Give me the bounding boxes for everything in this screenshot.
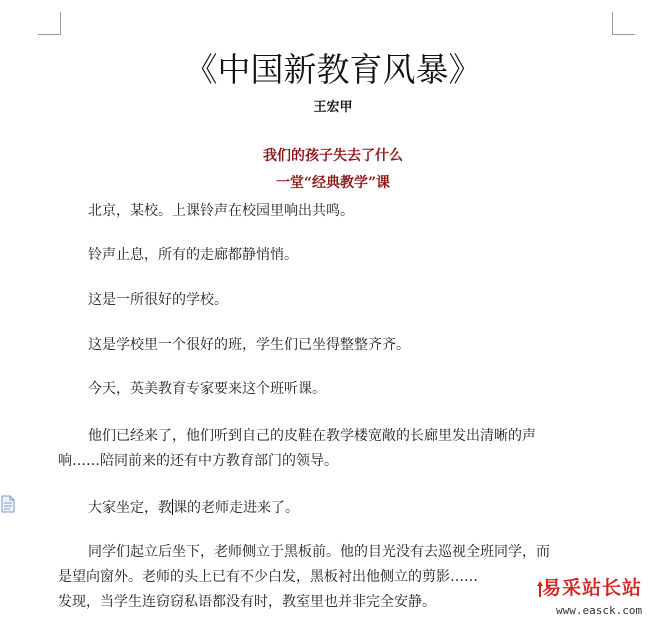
paragraph-text: 铃声止息，所有的走廊都静悄悄。	[88, 247, 298, 263]
paragraph-text: 北京，某校。上课铃声在校园里响出共鸣。	[88, 203, 354, 219]
watermark-brand: 易采站长站	[542, 577, 643, 599]
paragraph-text: 今天，英美教育专家要来这个班听课。	[88, 381, 326, 397]
paragraph-line: 同学们起立后坐下，老师侧立于黑板前。他的目光没有去巡视全班同学，而	[88, 544, 550, 560]
paragraph-6[interactable]	[58, 424, 618, 474]
paragraph-line: 发现，当学生连窃窃私语都没有时，教室里也并非完全安静。	[58, 594, 436, 610]
text-after-caret: 课的老师走进来了。	[173, 500, 299, 516]
paragraph-line: 响……陪同前来的还有中方教育部门的领导。	[58, 453, 338, 469]
page-corner-mark-top-right	[612, 12, 635, 35]
text-before-caret: 大家坐定，教	[88, 500, 172, 516]
document-author[interactable]: 王宏甲	[313, 100, 353, 115]
document-title[interactable]: 《中国新教育风暴》	[184, 50, 482, 89]
section-heading[interactable]: 一堂“经典教学”课	[275, 175, 391, 191]
chapter-heading[interactable]: 我们的孩子失去了什么	[263, 148, 403, 164]
paragraph-2[interactable]	[58, 243, 618, 268]
paragraph-4[interactable]	[58, 333, 618, 358]
paragraph-5[interactable]	[58, 377, 618, 402]
site-watermark	[536, 572, 666, 627]
paragraph-1[interactable]	[58, 199, 618, 224]
page-corner-mark-top-left	[38, 12, 61, 35]
paragraph-7[interactable]	[58, 496, 618, 521]
document-icon[interactable]	[1, 495, 15, 513]
paragraph-8[interactable]	[58, 540, 618, 615]
paragraph-line: 他们已经来了，他们听到自己的皮鞋在教学楼宽敞的长廊里发出清晰的声	[88, 428, 536, 444]
paragraph-text	[58, 496, 618, 521]
watermark-url: www.easck.com	[556, 604, 643, 617]
paragraph-text: 这是一所很好的学校。	[88, 292, 228, 308]
paragraph-line: 是望向窗外。老师的头上已有不少白发，黑板衬出他侧立的剪影……	[58, 569, 478, 585]
paragraph-3[interactable]	[58, 288, 618, 313]
paragraph-text: 这是学校里一个很好的班，学生们已坐得整整齐齐。	[88, 337, 410, 353]
